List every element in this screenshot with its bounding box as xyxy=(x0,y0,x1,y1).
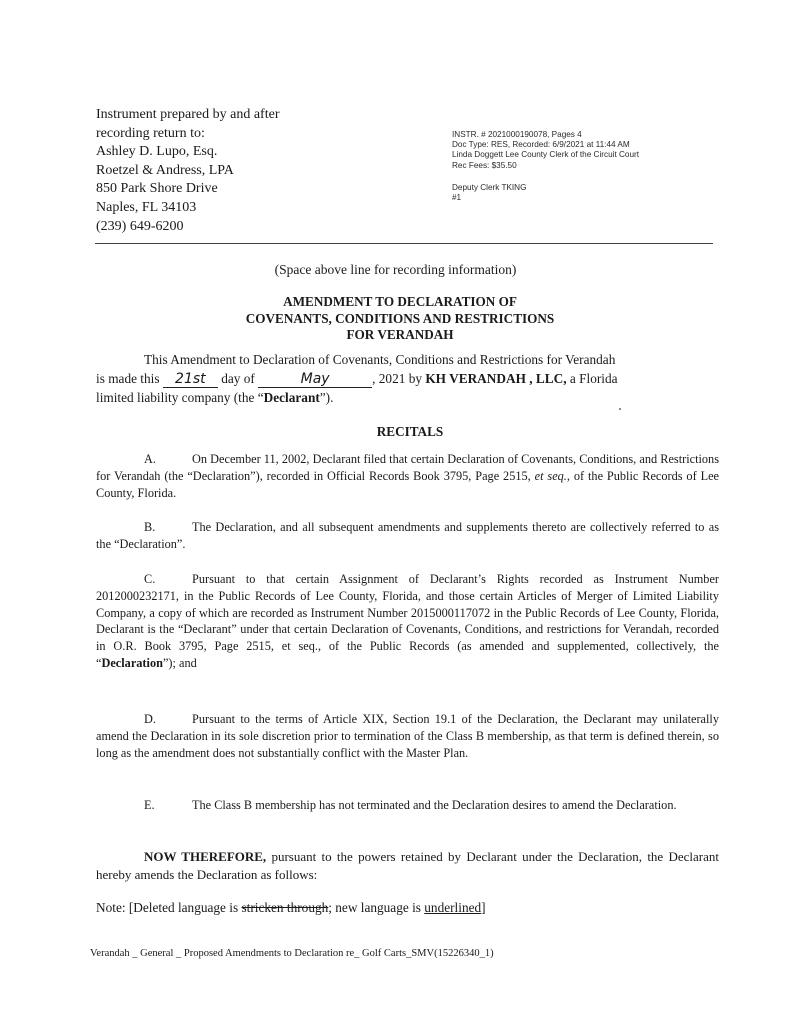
space-note: (Space above line for recording information) xyxy=(274,262,517,277)
recital-letter: C. xyxy=(144,572,156,586)
recital-e xyxy=(96,797,719,814)
recital-letter: D. xyxy=(144,712,156,726)
intro-paragraph xyxy=(96,350,718,407)
company-name: KH VERANDAH , LLC, xyxy=(425,371,567,386)
edit-note xyxy=(96,900,486,916)
title-line-3: FOR VERANDAH xyxy=(346,327,454,342)
preparer-line: Roetzel & Andress, LPA xyxy=(96,162,234,178)
preparer-line: (239) 649-6200 xyxy=(96,218,184,234)
recital-b xyxy=(96,519,719,553)
declarant-term: Declarant xyxy=(263,390,320,405)
preparer-line: Instrument prepared by and after xyxy=(96,107,280,122)
now-therefore-text xyxy=(96,848,719,884)
note-text: ; new language is xyxy=(328,900,421,915)
intro-text: limited liability company (the “ xyxy=(96,390,264,405)
recital-c xyxy=(96,571,719,672)
intro-text: is made this xyxy=(96,371,160,386)
intro-line-2 xyxy=(96,369,718,388)
handwritten-day: 21st xyxy=(163,372,218,388)
stamp-spacer xyxy=(452,171,639,183)
scan-speck xyxy=(619,408,621,410)
underline-example: underlined xyxy=(424,900,482,915)
stamp-line: Doc Type: RES, Recorded: 6/9/2021 at 11:44 AM xyxy=(452,140,630,150)
recitals-heading: RECITALS xyxy=(376,424,444,439)
intro-text: a Florida xyxy=(569,371,618,386)
document-footer: Verandah _ General _ Proposed Amendments to Declaration re_ Golf Carts_SMV(15226340_1) xyxy=(90,948,494,959)
recital-text: Pursuant to that certain Assignment of Declarant’s Rights recorded as Instrument Number 2012000232171, in the Public Records of Lee County, Florida, and those certain Articles of Merger of Limited Liability Company, a copy of which are recorded as Instrument Number 2015000117072 in the Public Records of Lee County, Florida, Declarant is the “Declarant” under that certain Declaration of Covenants, Conditions, and restrictions for Verandah, recorded in O.R. Book 3795, Page 2515, et seq., of the Public Records (as amended and supplemented, collectively, the “ xyxy=(96,572,719,670)
intro-text: ”). xyxy=(319,390,334,405)
et-seq: et seq. xyxy=(534,468,567,483)
intro-line-1: This Amendment to Declaration of Covenants, Conditions and Restrictions for Verandah xyxy=(144,352,616,367)
recital-letter: A. xyxy=(144,452,156,466)
recital-d xyxy=(96,711,719,761)
strikethrough-example: stricken through xyxy=(241,900,329,915)
recital-letter: E. xyxy=(144,798,155,812)
stamp-line: Rec Fees: $35.50 xyxy=(452,160,517,170)
stamp-clerk-line: #1 xyxy=(452,193,462,203)
recital-e-text xyxy=(96,797,719,814)
stamp-line: INSTR. # 2021000190078, Pages 4 xyxy=(452,130,582,139)
recital-a-text xyxy=(96,451,719,501)
recital-c-text xyxy=(96,571,719,672)
title-line-2: COVENANTS, CONDITIONS AND RESTRICTIONS xyxy=(245,310,555,326)
declaration-term: Declaration xyxy=(101,655,163,670)
now-therefore-body: pursuant to the powers retained by Declarant under the Declaration, the Declarant hereby amends the Declaration as follows: xyxy=(96,849,719,882)
preparer-line: Ashley D. Lupo, Esq. xyxy=(96,144,218,160)
title-line-1: AMENDMENT TO DECLARATION OF xyxy=(283,294,517,309)
preparer-line: Naples, FL 34103 xyxy=(96,199,197,215)
note-text: ] xyxy=(481,900,486,915)
recital-a xyxy=(96,451,719,501)
intro-line-3 xyxy=(96,388,718,407)
preparer-line: 850 Park Shore Drive xyxy=(96,181,218,197)
preparer-block xyxy=(96,106,279,236)
intro-text: , 2021 by xyxy=(372,371,422,386)
now-therefore-paragraph xyxy=(96,848,719,884)
recital-text: Pursuant to the terms of Article XIX, Section 19.1 of the Declaration, the Declarant may unilaterally amend the Declaration in its sole discretion prior to termination of the Class B membership, as that term is defined therein, so long as the amendment does not substantially conflict with the Master Plan. xyxy=(96,712,719,760)
recording-divider xyxy=(95,243,713,244)
handwritten-month: May xyxy=(258,372,372,388)
now-therefore-heading: NOW THEREFORE, xyxy=(144,849,267,864)
recital-text: ”); and xyxy=(162,655,197,670)
recording-stamp xyxy=(452,130,639,203)
recital-d-text xyxy=(96,711,719,761)
recital-text: On December 11, 2002, Declarant filed that certain Declaration of Covenants, Conditions, and Restrictions for Verandah (the “Declaration”), recorded in Official Records Book 3795, Page 2515, xyxy=(96,452,719,483)
recital-b-text xyxy=(96,519,719,553)
document-title xyxy=(0,294,791,344)
recital-letter: B. xyxy=(144,520,156,534)
recital-text: The Class B membership has not terminated and the Declaration desires to amend the Declaration. xyxy=(192,798,677,812)
stamp-clerk-line: Deputy Clerk TKING xyxy=(452,182,527,192)
stamp-line: Linda Doggett Lee County Clerk of the Circuit Court xyxy=(452,150,640,160)
recital-text: , of the Public Records of Lee County, Florida. xyxy=(96,468,719,500)
intro-text: day of xyxy=(221,371,255,386)
preparer-line: recording return to: xyxy=(96,125,205,141)
note-text: Note: [Deleted language is xyxy=(96,900,239,915)
recital-text: The Declaration, and all subsequent amendments and supplements thereto are collectively referred to as the “Declaration”. xyxy=(96,520,719,551)
